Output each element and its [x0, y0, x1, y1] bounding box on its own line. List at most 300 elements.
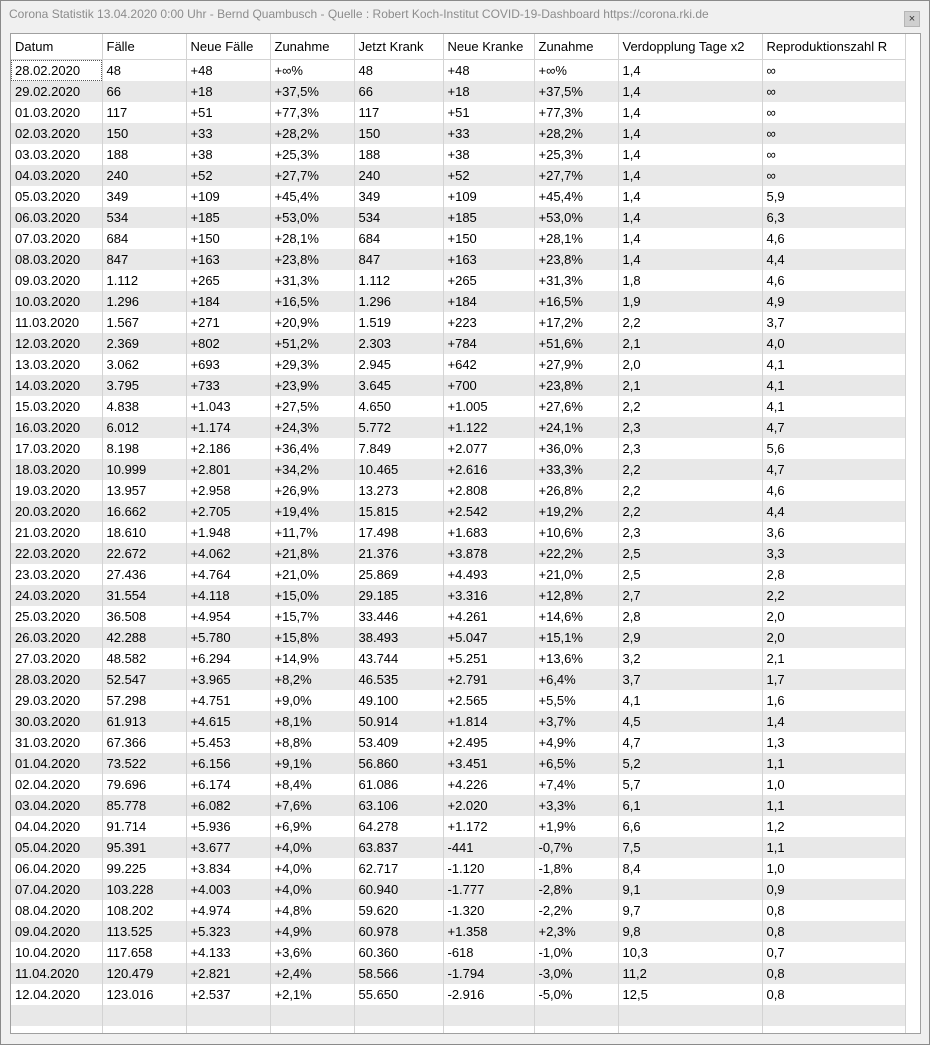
table-cell: 120.479: [102, 963, 186, 984]
table-cell: 534: [354, 207, 443, 228]
empty-cell: [11, 1005, 102, 1026]
table-cell: 28.02.2020: [11, 60, 102, 82]
table-cell: -3,0%: [534, 963, 618, 984]
table-row[interactable]: [11, 984, 905, 1005]
column-header-zunahme-kranke[interactable]: Zunahme: [534, 34, 618, 60]
table-cell: +5.936: [186, 816, 270, 837]
table-cell: -5,0%: [534, 984, 618, 1005]
table-cell: 1,1: [762, 837, 905, 858]
table-cell: +23,8%: [270, 249, 354, 270]
table-cell: 06.04.2020: [11, 858, 102, 879]
table-row[interactable]: [11, 144, 905, 165]
table-cell: 64.278: [354, 816, 443, 837]
table-cell: 2,0: [618, 354, 762, 375]
table-cell: +48: [186, 60, 270, 82]
table-cell: 0,8: [762, 963, 905, 984]
table-cell: 117: [102, 102, 186, 123]
table-cell: +21,0%: [534, 564, 618, 585]
table-cell: 17.03.2020: [11, 438, 102, 459]
table-cell: 113.525: [102, 921, 186, 942]
empty-cell: [102, 1005, 186, 1026]
column-header-neue-faelle[interactable]: Neue Fälle: [186, 34, 270, 60]
table-cell: +27,7%: [534, 165, 618, 186]
table-cell: +4.954: [186, 606, 270, 627]
table-cell: +36,4%: [270, 438, 354, 459]
column-header-zunahme[interactable]: Zunahme: [270, 34, 354, 60]
table-cell: +3.316: [443, 585, 534, 606]
table-cell: 117.658: [102, 942, 186, 963]
table-cell: 0,9: [762, 879, 905, 900]
table-cell: +3.677: [186, 837, 270, 858]
table-cell: +∞%: [534, 60, 618, 82]
table-cell: +7,6%: [270, 795, 354, 816]
table-cell: +109: [186, 186, 270, 207]
empty-row: [11, 1005, 905, 1026]
table-row[interactable]: [11, 249, 905, 270]
table-cell: 30.03.2020: [11, 711, 102, 732]
table-cell: 5.772: [354, 417, 443, 438]
table-row[interactable]: [11, 165, 905, 186]
table-cell: +6.174: [186, 774, 270, 795]
table-cell: 31.554: [102, 585, 186, 606]
table-cell: +163: [186, 249, 270, 270]
table-cell: 16.03.2020: [11, 417, 102, 438]
table-row[interactable]: [11, 186, 905, 207]
table-cell: 4,1: [618, 690, 762, 711]
table-cell: 1.296: [354, 291, 443, 312]
table-cell: +3.451: [443, 753, 534, 774]
table-cell: 13.957: [102, 480, 186, 501]
table-cell: +2.542: [443, 501, 534, 522]
table-cell: +2,3%: [534, 921, 618, 942]
table-cell: -618: [443, 942, 534, 963]
table-row[interactable]: [11, 879, 905, 900]
table-cell: +20,9%: [270, 312, 354, 333]
table-cell: 10.04.2020: [11, 942, 102, 963]
table-cell: -1.794: [443, 963, 534, 984]
table-cell: +2.565: [443, 690, 534, 711]
table-cell: +6.082: [186, 795, 270, 816]
table-row[interactable]: [11, 648, 905, 669]
table-cell: 67.366: [102, 732, 186, 753]
table-cell: +21,8%: [270, 543, 354, 564]
table-cell: +52: [443, 165, 534, 186]
table-cell: +1.005: [443, 396, 534, 417]
table-cell: 108.202: [102, 900, 186, 921]
table-cell: +265: [186, 270, 270, 291]
empty-cell: [443, 1026, 534, 1034]
table-cell: -2,2%: [534, 900, 618, 921]
table-cell: 13.03.2020: [11, 354, 102, 375]
table-cell: +185: [443, 207, 534, 228]
table-cell: 4,1: [762, 354, 905, 375]
table-cell: +8,8%: [270, 732, 354, 753]
table-cell: +6.156: [186, 753, 270, 774]
table-row[interactable]: [11, 354, 905, 375]
table-cell: 1,4: [618, 249, 762, 270]
table-cell: 2,0: [762, 627, 905, 648]
table-cell: +26,8%: [534, 480, 618, 501]
table-cell: 06.03.2020: [11, 207, 102, 228]
table-cell: +14,9%: [270, 648, 354, 669]
empty-cell: [354, 1026, 443, 1034]
table-cell: 13.273: [354, 480, 443, 501]
table-cell: 1.519: [354, 312, 443, 333]
table-row[interactable]: [11, 459, 905, 480]
column-header-neue-kranke[interactable]: Neue Kranke: [443, 34, 534, 60]
table-cell: +26,9%: [270, 480, 354, 501]
table-cell: 150: [354, 123, 443, 144]
table-cell: +802: [186, 333, 270, 354]
table-cell: +271: [186, 312, 270, 333]
table-row[interactable]: [11, 522, 905, 543]
table-cell: ∞: [762, 81, 905, 102]
table-cell: +2,4%: [270, 963, 354, 984]
table-cell: 52.547: [102, 669, 186, 690]
data-grid[interactable]: [10, 33, 921, 1034]
table-cell: 25.03.2020: [11, 606, 102, 627]
column-header-verdopplung[interactable]: Verdopplung Tage x2: [618, 34, 762, 60]
table-cell: -441: [443, 837, 534, 858]
table-cell: +2.958: [186, 480, 270, 501]
table-cell: 240: [354, 165, 443, 186]
table-row[interactable]: [11, 795, 905, 816]
table-cell: +5,5%: [534, 690, 618, 711]
table-cell: 3,2: [618, 648, 762, 669]
table-cell: 6,3: [762, 207, 905, 228]
table-cell: 27.436: [102, 564, 186, 585]
table-cell: 188: [354, 144, 443, 165]
table-cell: 61.086: [354, 774, 443, 795]
table-cell: ∞: [762, 102, 905, 123]
table-row[interactable]: [11, 417, 905, 438]
table-row[interactable]: [11, 753, 905, 774]
table-cell: +9,1%: [270, 753, 354, 774]
table-cell: +27,7%: [270, 165, 354, 186]
empty-cell: [618, 1005, 762, 1026]
table-cell: +1.043: [186, 396, 270, 417]
column-header-datum[interactable]: Datum: [11, 34, 102, 60]
table-cell: +51,2%: [270, 333, 354, 354]
table-cell: 5,6: [762, 438, 905, 459]
table-cell: +1.814: [443, 711, 534, 732]
table-cell: 2,3: [618, 438, 762, 459]
table-cell: 4,6: [762, 480, 905, 501]
table-cell: 847: [102, 249, 186, 270]
table-cell: +265: [443, 270, 534, 291]
table-cell: 48: [102, 60, 186, 82]
table-cell: 4,6: [762, 228, 905, 249]
table-cell: +4.226: [443, 774, 534, 795]
table-cell: 1,4: [762, 711, 905, 732]
table-cell: -1.120: [443, 858, 534, 879]
table-cell: +37,5%: [270, 81, 354, 102]
table-cell: +1.122: [443, 417, 534, 438]
table-row[interactable]: [11, 312, 905, 333]
table-row[interactable]: [11, 837, 905, 858]
table-cell: +51: [186, 102, 270, 123]
table-cell: 25.869: [354, 564, 443, 585]
empty-cell: [354, 1005, 443, 1026]
table-cell: 29.02.2020: [11, 81, 102, 102]
table-row[interactable]: [11, 375, 905, 396]
table-cell: 1,1: [762, 753, 905, 774]
table-cell: +2.821: [186, 963, 270, 984]
table-cell: 2,1: [618, 333, 762, 354]
table-cell: ∞: [762, 123, 905, 144]
table-row[interactable]: [11, 963, 905, 984]
table-cell: +109: [443, 186, 534, 207]
table-cell: 21.376: [354, 543, 443, 564]
empty-row: [11, 1026, 905, 1034]
table-cell: +150: [186, 228, 270, 249]
table-row[interactable]: [11, 585, 905, 606]
table-cell: 117: [354, 102, 443, 123]
table-cell: +6.294: [186, 648, 270, 669]
table-cell: +642: [443, 354, 534, 375]
table-cell: 61.913: [102, 711, 186, 732]
table-cell: 63.106: [354, 795, 443, 816]
table-cell: +36,0%: [534, 438, 618, 459]
table-row[interactable]: [11, 123, 905, 144]
table-cell: 09.03.2020: [11, 270, 102, 291]
table-cell: +4.062: [186, 543, 270, 564]
table-cell: 2.303: [354, 333, 443, 354]
table-cell: +27,9%: [534, 354, 618, 375]
table-cell: 847: [354, 249, 443, 270]
table-cell: 3.645: [354, 375, 443, 396]
table-cell: 1,4: [618, 228, 762, 249]
table-cell: 2,1: [762, 648, 905, 669]
table-cell: +23,8%: [534, 375, 618, 396]
table-cell: 1.567: [102, 312, 186, 333]
table-cell: ∞: [762, 144, 905, 165]
table-cell: 60.940: [354, 879, 443, 900]
table-cell: 22.672: [102, 543, 186, 564]
table-cell: +45,4%: [270, 186, 354, 207]
table-cell: +77,3%: [270, 102, 354, 123]
table-cell: +33,3%: [534, 459, 618, 480]
table-cell: +1.683: [443, 522, 534, 543]
table-cell: 9,8: [618, 921, 762, 942]
table-row[interactable]: [11, 816, 905, 837]
table-cell: 62.717: [354, 858, 443, 879]
close-button[interactable]: [904, 11, 920, 27]
table-cell: +2.801: [186, 459, 270, 480]
table-cell: +51: [443, 102, 534, 123]
table-cell: +3.878: [443, 543, 534, 564]
table-cell: 7,5: [618, 837, 762, 858]
table-cell: +53,0%: [534, 207, 618, 228]
table-row[interactable]: [11, 333, 905, 354]
table-cell: 1,7: [762, 669, 905, 690]
table-cell: +3.834: [186, 858, 270, 879]
table-cell: 11.04.2020: [11, 963, 102, 984]
table-row[interactable]: [11, 732, 905, 753]
table-cell: 2.945: [354, 354, 443, 375]
table-cell: 6,1: [618, 795, 762, 816]
table-cell: 49.100: [354, 690, 443, 711]
table-row[interactable]: [11, 291, 905, 312]
table-cell: 534: [102, 207, 186, 228]
column-header-jetzt-krank[interactable]: Jetzt Krank: [354, 34, 443, 60]
table-cell: +16,5%: [270, 291, 354, 312]
table-cell: +15,7%: [270, 606, 354, 627]
table-cell: 2,2: [618, 459, 762, 480]
table-cell: -1.320: [443, 900, 534, 921]
table-cell: +28,2%: [534, 123, 618, 144]
table-cell: +5.453: [186, 732, 270, 753]
table-row[interactable]: [11, 858, 905, 879]
table-row[interactable]: [11, 270, 905, 291]
table-cell: 0,8: [762, 900, 905, 921]
table-cell: +4.261: [443, 606, 534, 627]
table-cell: -2,8%: [534, 879, 618, 900]
table-row[interactable]: [11, 81, 905, 102]
table-cell: 12.04.2020: [11, 984, 102, 1005]
table-row[interactable]: [11, 207, 905, 228]
table-cell: +693: [186, 354, 270, 375]
table-cell: 4,1: [762, 375, 905, 396]
table-cell: +19,4%: [270, 501, 354, 522]
table-cell: +733: [186, 375, 270, 396]
table-cell: 9,1: [618, 879, 762, 900]
table-cell: +2.495: [443, 732, 534, 753]
empty-cell: [270, 1005, 354, 1026]
table-cell: +25,3%: [270, 144, 354, 165]
table-row[interactable]: [11, 501, 905, 522]
table-cell: 1,8: [618, 270, 762, 291]
table-cell: +4,8%: [270, 900, 354, 921]
table-cell: +4.133: [186, 942, 270, 963]
empty-cell: [270, 1026, 354, 1034]
table-cell: +784: [443, 333, 534, 354]
table-cell: 63.837: [354, 837, 443, 858]
table-cell: +1.174: [186, 417, 270, 438]
table-row[interactable]: [11, 711, 905, 732]
table-cell: +28,1%: [534, 228, 618, 249]
table-cell: 05.04.2020: [11, 837, 102, 858]
table-row[interactable]: [11, 606, 905, 627]
table-cell: 2,2: [762, 585, 905, 606]
table-cell: 07.04.2020: [11, 879, 102, 900]
table-cell: 103.228: [102, 879, 186, 900]
table-cell: 91.714: [102, 816, 186, 837]
table-row[interactable]: [11, 690, 905, 711]
table-cell: +700: [443, 375, 534, 396]
table-cell: +1.172: [443, 816, 534, 837]
table-cell: +2.186: [186, 438, 270, 459]
table-cell: +4.764: [186, 564, 270, 585]
table-row[interactable]: [11, 480, 905, 501]
table-cell: 1,0: [762, 774, 905, 795]
table-cell: +184: [186, 291, 270, 312]
table-cell: +18: [443, 81, 534, 102]
table-cell: 349: [354, 186, 443, 207]
table-cell: 29.03.2020: [11, 690, 102, 711]
table-cell: 55.650: [354, 984, 443, 1005]
table-cell: +45,4%: [534, 186, 618, 207]
table-cell: +5.780: [186, 627, 270, 648]
column-header-faelle[interactable]: Fälle: [102, 34, 186, 60]
table-row[interactable]: [11, 102, 905, 123]
table-row[interactable]: [11, 627, 905, 648]
table-cell: 01.04.2020: [11, 753, 102, 774]
table-row[interactable]: [11, 942, 905, 963]
table-cell: 684: [354, 228, 443, 249]
table-cell: +1.358: [443, 921, 534, 942]
table-cell: +21,0%: [270, 564, 354, 585]
table-row[interactable]: [11, 774, 905, 795]
table-cell: 36.508: [102, 606, 186, 627]
table-cell: +185: [186, 207, 270, 228]
table-cell: -0,7%: [534, 837, 618, 858]
table-cell: 2,2: [618, 501, 762, 522]
table-cell: 05.03.2020: [11, 186, 102, 207]
table-cell: +4.003: [186, 879, 270, 900]
table-cell: 1.112: [354, 270, 443, 291]
table-cell: 4,7: [762, 417, 905, 438]
table-cell: 7.849: [354, 438, 443, 459]
table-cell: +17,2%: [534, 312, 618, 333]
table-cell: +14,6%: [534, 606, 618, 627]
table-row[interactable]: [11, 438, 905, 459]
title-bar[interactable]: [1, 1, 929, 29]
table-cell: ∞: [762, 165, 905, 186]
table-row[interactable]: [11, 396, 905, 417]
column-header-reproduktionszahl[interactable]: Reproduktionszahl R: [762, 34, 905, 60]
table-cell: 0,7: [762, 942, 905, 963]
table-cell: +13,6%: [534, 648, 618, 669]
table-cell: +223: [443, 312, 534, 333]
table-cell: 3.062: [102, 354, 186, 375]
table-row[interactable]: [11, 543, 905, 564]
table-row[interactable]: [11, 228, 905, 249]
table-cell: +31,3%: [534, 270, 618, 291]
table-cell: 07.03.2020: [11, 228, 102, 249]
table-cell: 1,1: [762, 795, 905, 816]
table-cell: 684: [102, 228, 186, 249]
table-cell: 60.360: [354, 942, 443, 963]
table-row[interactable]: [11, 669, 905, 690]
table-cell: 15.03.2020: [11, 396, 102, 417]
table-cell: +53,0%: [270, 207, 354, 228]
table-cell: 1,4: [618, 186, 762, 207]
table-row[interactable]: [11, 921, 905, 942]
table-cell: +9,0%: [270, 690, 354, 711]
table-cell: +184: [443, 291, 534, 312]
table-cell: 24.03.2020: [11, 585, 102, 606]
table-cell: 10.03.2020: [11, 291, 102, 312]
close-icon: ×: [908, 12, 916, 25]
table-cell: +51,6%: [534, 333, 618, 354]
table-cell: +∞%: [270, 60, 354, 82]
table-cell: +4.493: [443, 564, 534, 585]
table-cell: 60.978: [354, 921, 443, 942]
table-cell: +4,0%: [270, 858, 354, 879]
table-cell: 4.838: [102, 396, 186, 417]
table-row[interactable]: [11, 564, 905, 585]
table-cell: 29.185: [354, 585, 443, 606]
table-cell: +33: [443, 123, 534, 144]
table-cell: +6,4%: [534, 669, 618, 690]
table-cell: 1,3: [762, 732, 905, 753]
table-row[interactable]: [11, 900, 905, 921]
table-cell: 58.566: [354, 963, 443, 984]
table-cell: +150: [443, 228, 534, 249]
table-row[interactable]: [11, 60, 905, 82]
table-cell: 04.04.2020: [11, 816, 102, 837]
